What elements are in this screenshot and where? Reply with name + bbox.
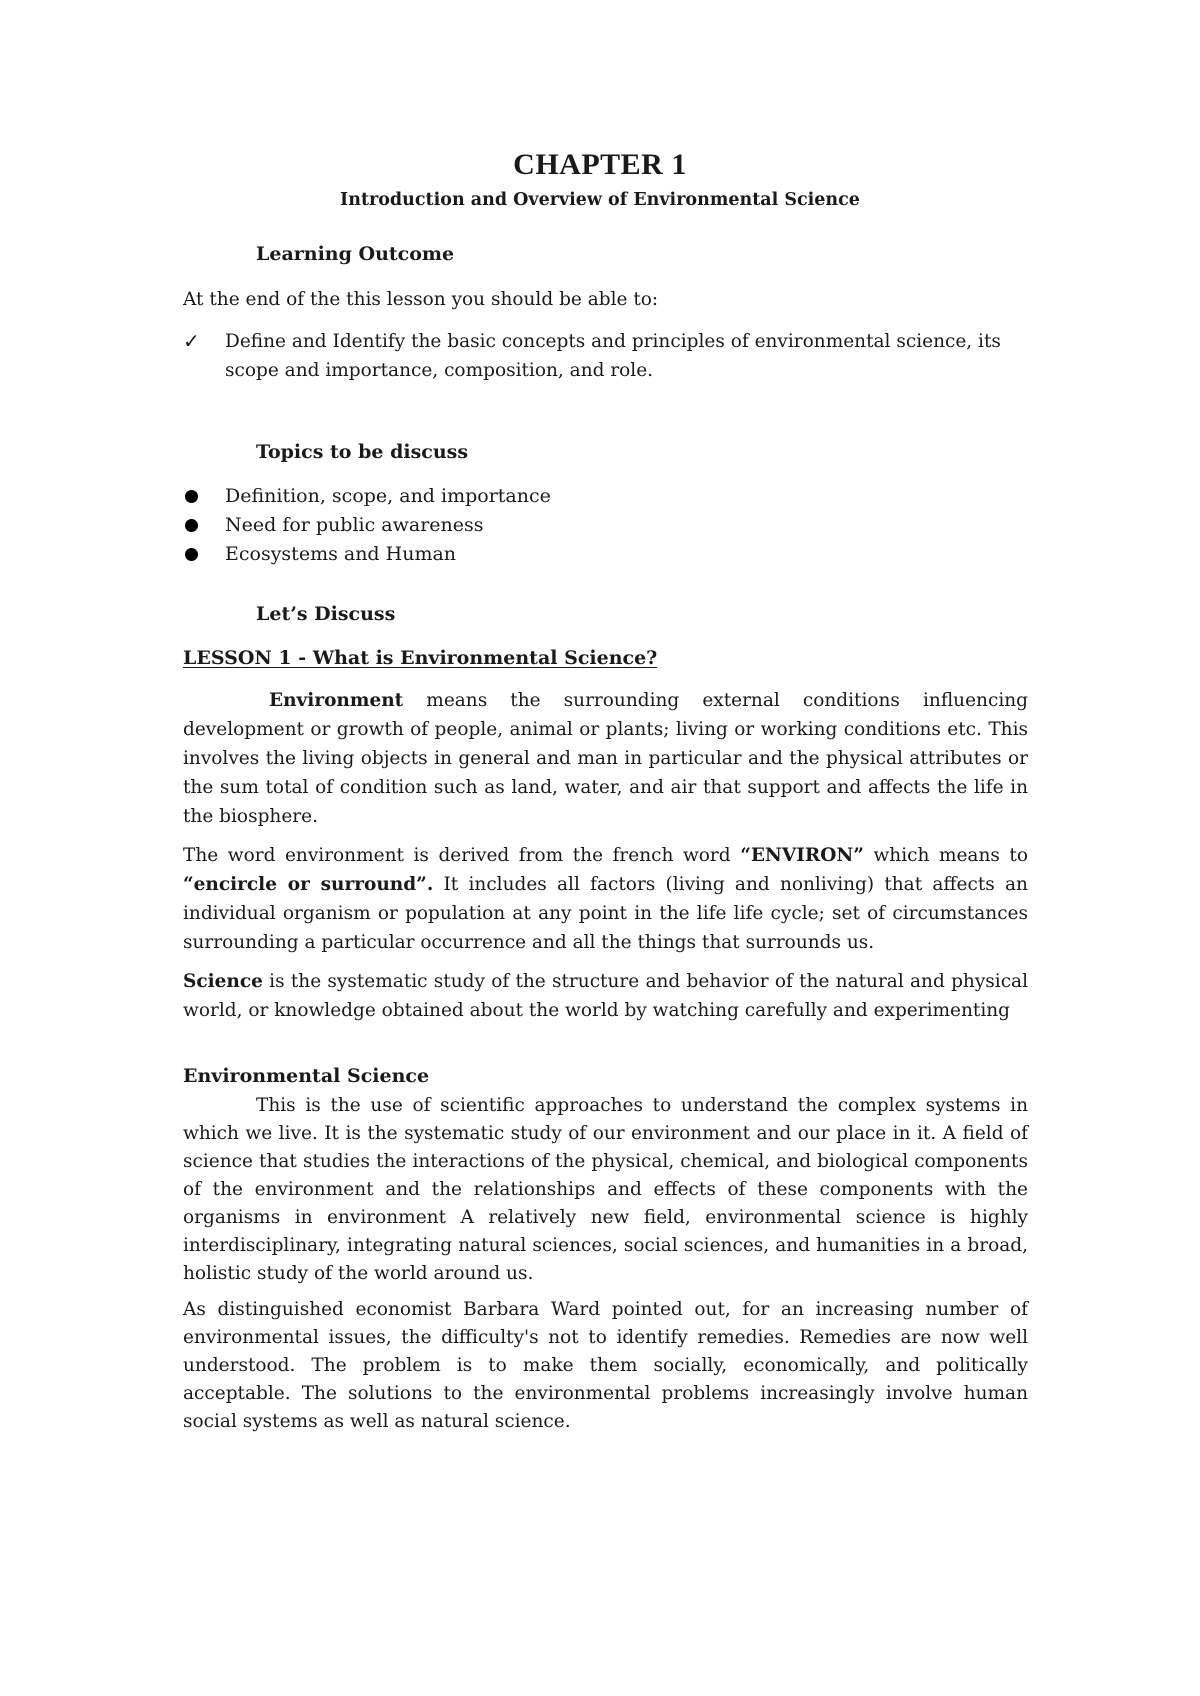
- chapter-title: CHAPTER 1: [513, 148, 687, 181]
- env-science-paragraph: This is the use of scientific approaches to understand the complex systems in which we live. It is the systematic study of our environment and our place in it. A field of science that studies the interactions of the physical, chemical, and biological components of the environment and the relationships and effects of these components with the organisms in environment A relatively new field, environmental science is highly interdisciplinary, integrating natural sciences, social sciences, and humanities in a broad, holistic study of the world around us.: [183, 1095, 1028, 1284]
- barbara-ward-paragraph: As distinguished economist Barbara Ward pointed out, for an increasing number of environmental issues, the difficulty's not to identify remedies. Remedies are now well understood. The problem is to make them socially, economically, and politically acceptable. The solutions to the environmental problems increasingly involve human social systems as well as natural science.: [183, 1299, 1028, 1432]
- list-item: Ecosystems and Human: [183, 540, 1028, 569]
- lesson-title: LESSON 1 - What is Environmental Science?: [183, 647, 658, 669]
- environment-term: Environment: [269, 690, 404, 711]
- word-origin-paragraph: The word environment is derived from the french word “ENVIRON” which means to “encircle or surround”. It includes all factors (living and nonliving) that affects an individual organism or population at any point in the life life cycle; set of circumstances surrounding a particular occurrence and all the things that surrounds us.: [183, 845, 1028, 953]
- list-item: Definition, scope, and importance: [183, 482, 1028, 511]
- learning-outcome-heading: Learning Outcome: [256, 243, 455, 265]
- discuss-heading: Let’s Discuss: [256, 603, 396, 625]
- encircle-term: “encircle or surround”.: [183, 874, 434, 895]
- bullet-icon: [185, 490, 198, 503]
- chapter-subtitle: Introduction and Overview of Environmental Science: [340, 190, 860, 210]
- topics-heading: Topics to be discuss: [256, 441, 469, 463]
- environment-paragraph: Environment means the surrounding external conditions influencing development or growth of people, animal or plants; living or working conditions etc. This involves the living objects in general and man in particular and the physical attributes or the sum total of condition such as land, water, and air that support and affects the life in the biosphere.: [183, 690, 1028, 827]
- bullet-icon: [185, 519, 198, 532]
- list-item: Need for public awareness: [183, 511, 1028, 540]
- learning-outcome-item: [183, 327, 1028, 385]
- science-paragraph: Science is the systematic study of the structure and behavior of the natural and physical world, or knowledge obtained about the world by watching carefully and experimenting: [183, 971, 1028, 1021]
- science-term: Science: [183, 971, 263, 992]
- check-icon: ✓: [183, 329, 200, 353]
- topics-list: [183, 482, 1028, 569]
- learning-outcome-item-text: Define and Identify the basic concepts and principles of environmental science, its scope and importance, composition, and role.: [225, 331, 1001, 381]
- bullet-icon: [185, 548, 198, 561]
- learning-outcome-intro: At the end of the this lesson you should be able to:: [183, 289, 659, 310]
- env-science-heading: Environmental Science: [183, 1065, 430, 1087]
- environ-term: “ENVIRON”: [740, 845, 864, 866]
